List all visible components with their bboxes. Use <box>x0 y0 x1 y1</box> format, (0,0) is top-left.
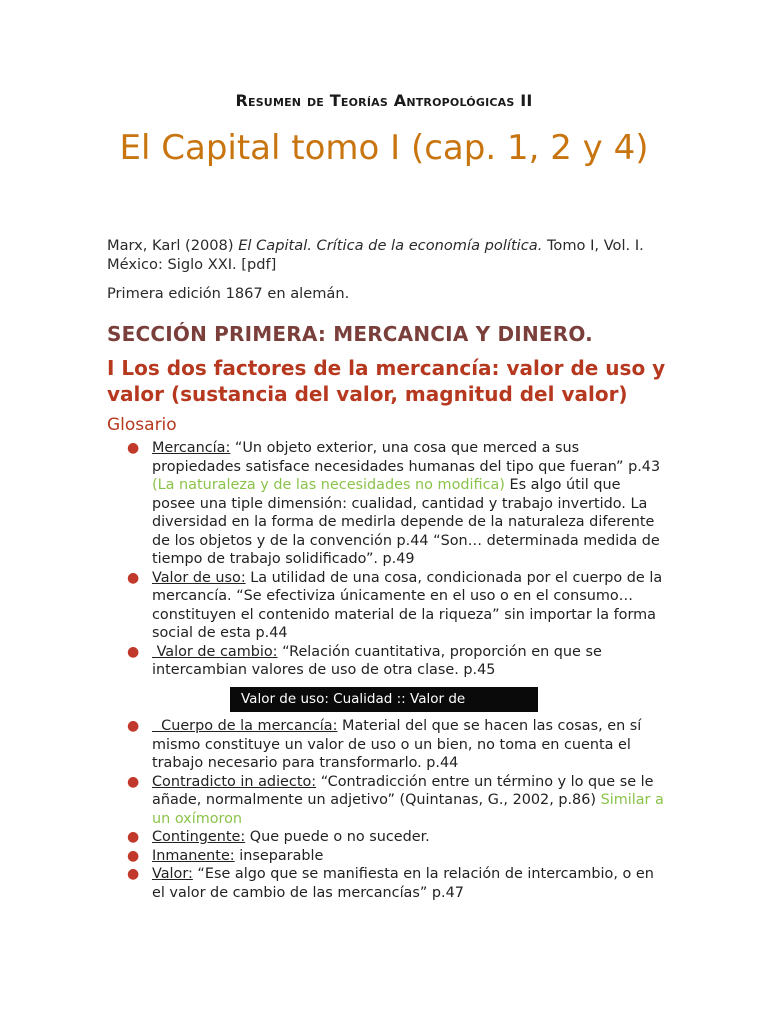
citation <box>107 236 667 274</box>
glossary-item-cuerpo <box>127 717 667 773</box>
header-text: Resumen de Teorías Antropológicas II <box>235 91 533 110</box>
glossary-item-contingente <box>127 828 667 847</box>
bullet-icon: ● <box>127 829 140 845</box>
glossary-term: Contradicto in adiecto: <box>152 773 317 790</box>
glossary-definition: Que puede o no suceder. <box>245 829 430 845</box>
citation-author: Marx, Karl (2008) <box>107 237 239 254</box>
glossary-note: (La naturaleza y de las necesidades no modifica) <box>152 477 505 493</box>
glossary-item-inmanente <box>127 847 667 866</box>
bullet-icon: ● <box>127 643 140 660</box>
citation-work: El Capital. Crítica de la economía política. <box>238 237 543 254</box>
glossary-term: Contingente: <box>152 829 246 845</box>
bullet-icon: ● <box>127 773 140 790</box>
citation-rest: Tomo I, Vol. I. México: Siglo XXI. [pdf] <box>107 237 644 273</box>
bullet-icon: ● <box>127 866 140 882</box>
document-title: El Capital tomo I (cap. 1, 2 y 4) <box>119 128 649 168</box>
section-heading: SECCIÓN PRIMERA: MERCANCIA Y DINERO. <box>107 322 593 346</box>
glossary-definition: “Un objeto exterior, una cosa que merced a sus propiedades satisface necesidades humanas del tipo que fueran” p.43 <box>152 440 661 475</box>
glossary-definition: La utilidad de una cosa, condicionada por el cuerpo de la mercancía. “Se efectiviza únicamente en el uso o en el consumo…constituyen el contenido material de la riqueza” sin importar la forma social de esta p.44 <box>152 569 663 641</box>
glossary-definition: “Ese algo que se manifiesta en la relación de intercambio, o en el valor de cambio de las mercancías” p.47 <box>152 866 654 901</box>
glossary-list-a <box>127 439 667 680</box>
document-header <box>0 91 768 110</box>
glossary-term: Inmanente: <box>152 847 235 864</box>
glossary-list-b <box>127 717 667 902</box>
glossary-note: Similar a un oxímoron <box>152 792 664 827</box>
glossary-term: Valor de uso: <box>152 569 246 586</box>
glossary-item-valor-de-uso <box>127 569 667 643</box>
glossary-definition: “Relación cuantitativa, proporción en que se intercambian valores de uso de otra clase. p.45 <box>152 643 602 678</box>
bullet-icon: ● <box>127 847 140 864</box>
edition-note: Primera edición 1867 en alemán. <box>107 285 350 302</box>
glossary-term: Valor de cambio: <box>152 643 278 660</box>
glossary-definition: Material del que se hacen las cosas, en sí mismo constituye un valor de uso o un bien, no toma en cuenta el trabajo necesario para transformarlo. p.44 <box>152 718 642 771</box>
glossary-item-valor <box>127 865 667 902</box>
chapter-heading: I Los dos factores de la mercancía: valor de uso y valor (sustancia del valor, magnitud del valor) <box>107 356 666 406</box>
glossary-definition-continued: Es algo útil que posee una tiple dimensión: cualidad, cantidad y trabajo invertido. La diversidad en la forma de medirla depende de la naturaleza diferente de los objetos y de la convención p.44 “Son… determinada medida de tiempo de trabajo solidificado”. p.49 <box>152 477 660 567</box>
glossary-item-contradicto <box>127 773 667 829</box>
glossary-term: Mercancía: <box>152 440 231 456</box>
bullet-icon: ● <box>127 569 140 586</box>
glossary-term: Valor: <box>152 866 193 882</box>
glossary-definition: inseparable <box>234 847 324 864</box>
bullet-icon: ● <box>127 718 140 734</box>
highlight-box: Valor de uso: Cualidad :: Valor de <box>230 687 538 712</box>
glossary-term: Cuerpo de la mercancía: <box>152 718 338 734</box>
glossary-item-mercancia <box>127 439 667 569</box>
glossary-definition: “Contradicción entre un término y lo que se le añade, normalmente un adjetivo” (Quintanas, G., 2002, p.86) <box>152 773 654 808</box>
glossary-heading: Glosario <box>107 415 177 435</box>
bullet-icon: ● <box>127 440 140 456</box>
glossary-item-valor-de-cambio <box>127 643 667 680</box>
